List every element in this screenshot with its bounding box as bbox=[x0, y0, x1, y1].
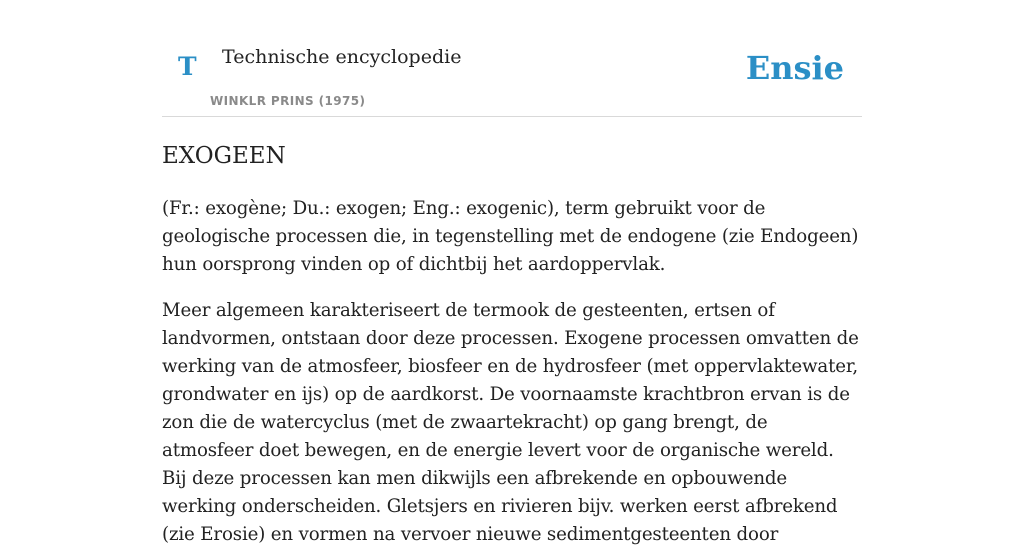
brand-logo[interactable]: Ensie bbox=[745, 49, 844, 87]
header bbox=[162, 0, 862, 117]
entry-paragraph-1: (Fr.: exogène; Du.: exogen; Eng.: exogenic), term gebruikt voor de geologische processen die, in tegenstelling met de endogene (zie Endogeen) hun oorsprong vinden op of dichtbij het aardoppervlak. bbox=[162, 197, 859, 275]
book-subtitle: WINKLR PRINS (1975) bbox=[210, 94, 366, 108]
page bbox=[162, 0, 862, 549]
book-logo[interactable]: T bbox=[178, 52, 197, 81]
entry-title: EXOGEEN bbox=[162, 143, 286, 169]
book-title[interactable]: Technische encyclopedie bbox=[222, 46, 462, 68]
entry-paragraph-2: Meer algemeen karakteriseert de termook de gesteenten, ertsen of landvormen, ontstaan door deze processen. Exogene processen omvatten de werking van de atmosfeer, biosfeer en de hydrosfeer (met oppervlaktewater, grondwater en ijs) op de aardkorst. De voornaamste krachtbron ervan is de zon die de watercyclus (met de zwaartekracht) op gang brengt, de atmosfeer doet bewegen, en de energie levert voor de organische wereld. Bij deze processen kan men dikwijls een afbrekende en opbouwende werking onderscheiden. Gletsjers en rivieren bijv. werken eerst afbrekend (zie Erosie) en vormen na vervoer nieuwe sedimentgesteenten door bbox=[162, 299, 859, 545]
